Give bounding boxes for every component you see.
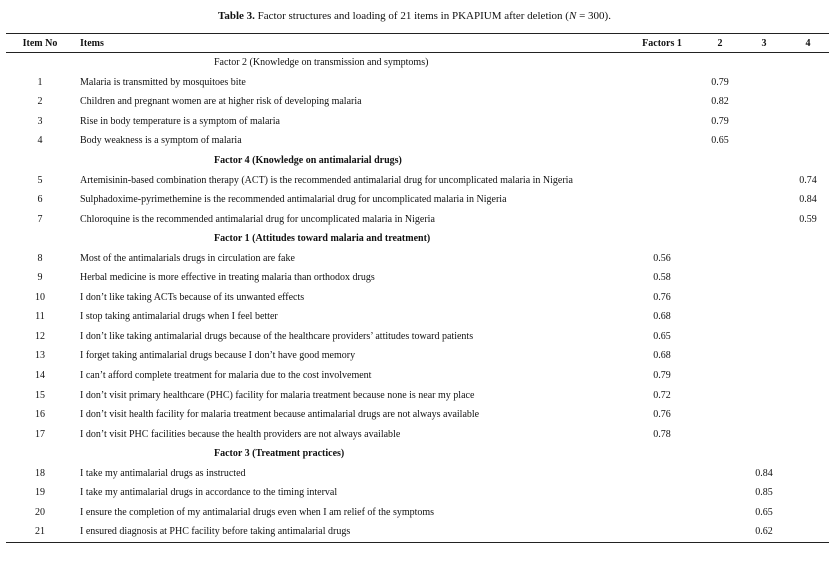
- factor-1-loading: [626, 483, 698, 503]
- table-row: [6, 424, 829, 444]
- factor-3-loading: [742, 209, 786, 229]
- section-row: [6, 151, 829, 171]
- section-row: [6, 53, 829, 73]
- item-number: 7: [37, 213, 43, 225]
- factor-3-loading: [742, 327, 786, 347]
- table-row: [6, 522, 829, 542]
- item-text: I can’t afford complete treatment for malaria due to the cost involvement: [80, 370, 372, 382]
- factor-3-loading: [742, 131, 786, 151]
- factor-1-loading: [626, 522, 698, 542]
- header-items: Items: [74, 34, 626, 53]
- factor-1-loading: [626, 190, 698, 210]
- item-text: I don’t visit primary healthcare (PHC) facility for malaria treatment because none is near my place: [80, 389, 475, 401]
- item-number: 13: [35, 350, 45, 362]
- factor-4-loading: [786, 327, 829, 347]
- factor-3-loading: [742, 92, 786, 112]
- factor-4-loading: [786, 405, 829, 425]
- table-row: [6, 112, 829, 132]
- factor-3-loading: 0.65: [755, 506, 773, 518]
- item-number: 15: [35, 389, 45, 401]
- factor-2-loading: [698, 307, 742, 327]
- factor-3-loading: [742, 73, 786, 93]
- item-number: 14: [35, 370, 45, 382]
- item-text: Artemisinin-based combination therapy (ACT) is the recommended antimalarial drug for uncomplicated malaria in Nigeria: [80, 174, 573, 186]
- factor-4-loading: 0.84: [799, 194, 817, 206]
- factor-4-loading: [786, 503, 829, 523]
- caption-text-before: Factor structures and loading of 21 items in PKAPIUM after deletion (: [254, 10, 569, 22]
- item-number: 17: [35, 428, 45, 440]
- table-row: [6, 483, 829, 503]
- table-row: [6, 248, 829, 268]
- item-text: Herbal medicine is more effective in treating malaria than orthodox drugs: [80, 272, 375, 284]
- factor-4-loading: [786, 112, 829, 132]
- factor-1-loading: [626, 503, 698, 523]
- item-text: Body weakness is a symptom of malaria: [80, 135, 242, 147]
- caption-text-after: = 300).: [576, 10, 611, 22]
- factor-3-loading: [742, 268, 786, 288]
- item-number: 11: [35, 311, 45, 323]
- section-row: [6, 229, 829, 249]
- item-number: 18: [35, 467, 45, 479]
- factor-4-loading: [786, 463, 829, 483]
- factor-2-loading: [698, 268, 742, 288]
- factor-3-loading: 0.62: [742, 522, 786, 542]
- factor-2-loading: 0.79: [711, 76, 729, 88]
- factor-2-loading: [698, 190, 742, 210]
- factor-4-loading: [786, 307, 829, 327]
- factor-4-loading: [786, 248, 829, 268]
- factor-2-loading: [698, 209, 742, 229]
- factor-1-loading: 0.56: [653, 252, 671, 264]
- table-row: [6, 209, 829, 229]
- factor-1-loading: [626, 92, 698, 112]
- item-number: 20: [35, 506, 45, 518]
- table-row: [6, 503, 829, 523]
- header-factor-4: 4: [786, 34, 829, 53]
- header-row: [6, 34, 829, 53]
- factor-1-loading: [626, 73, 698, 93]
- factor-2-loading: [698, 288, 742, 308]
- factor-4-loading: [786, 385, 829, 405]
- factor-1-loading: 0.58: [653, 272, 671, 284]
- factor-1-loading: 0.79: [653, 370, 671, 382]
- table-row: [6, 463, 829, 483]
- factor-4-loading: [786, 268, 829, 288]
- factor-3-loading: [742, 385, 786, 405]
- item-text: Children and pregnant women are at higher risk of developing malaria: [80, 96, 362, 108]
- factor-3-loading: [742, 190, 786, 210]
- factor-3-loading: [742, 346, 786, 366]
- factor-1-loading: [626, 131, 698, 151]
- factor-4-loading: [786, 522, 829, 542]
- factor-2-loading: 0.65: [711, 135, 729, 147]
- factor-3-loading: [742, 424, 786, 444]
- table-row: [6, 190, 829, 210]
- factor-2-loading: 0.79: [711, 115, 729, 127]
- factor-3-loading: 0.85: [755, 487, 773, 499]
- factor-2-loading: [698, 170, 742, 190]
- item-text: Most of the antimalarials drugs in circulation are fake: [80, 252, 295, 264]
- factor-1-loading: 0.65: [653, 330, 671, 342]
- table-row: [6, 73, 829, 93]
- factor-3-loading: [742, 112, 786, 132]
- factor-4-loading: [786, 346, 829, 366]
- factor-1-loading: [626, 463, 698, 483]
- item-text: I ensure the completion of my antimalarial drugs even when I am relief of the symptoms: [80, 506, 435, 518]
- factor-4-loading: [786, 288, 829, 308]
- factor-2-loading: [698, 424, 742, 444]
- table-row: [6, 131, 829, 151]
- item-number: 6: [37, 194, 43, 206]
- item-text: I don’t like taking ACTs because of its unwanted effects: [80, 291, 305, 303]
- table-body: [6, 53, 829, 543]
- item-text: I forget taking antimalarial drugs because I don’t have good memory: [80, 350, 356, 362]
- header-factor-1: Factors 1: [626, 34, 698, 53]
- factor-2-loading: [698, 366, 742, 386]
- factor-1-loading: 0.76: [653, 291, 671, 303]
- factor-2-loading: [698, 522, 742, 542]
- factor-2-loading: [698, 503, 742, 523]
- factor-1-loading: [626, 209, 698, 229]
- item-number: 3: [37, 115, 43, 127]
- item-number: 4: [37, 135, 43, 147]
- item-text: Malaria is transmitted by mosquitoes bite: [80, 76, 246, 88]
- section-title: Factor 4 (Knowledge on antimalarial drugs): [214, 155, 402, 166]
- item-number: 10: [35, 291, 45, 303]
- table-label: Table 3.: [218, 10, 255, 22]
- factor-2-loading: [698, 327, 742, 347]
- item-text: I don’t like taking antimalarial drugs because of the healthcare providers’ attitudes toward patients: [80, 330, 474, 342]
- table-row: [6, 307, 829, 327]
- item-number: 8: [37, 252, 43, 264]
- factor-1-loading: 0.68: [653, 311, 671, 323]
- table-row: [6, 268, 829, 288]
- factor-4-loading: [786, 366, 829, 386]
- item-text: I ensured diagnosis at PHC facility before taking antimalarial drugs: [74, 522, 626, 542]
- factor-4-loading: [786, 131, 829, 151]
- factor-1-loading: 0.76: [653, 409, 671, 421]
- header-factor-2: 2: [698, 34, 742, 53]
- factor-2-loading: [698, 463, 742, 483]
- factor-4-loading: [786, 424, 829, 444]
- factor-1-loading: 0.78: [653, 428, 671, 440]
- factor-2-loading: [698, 385, 742, 405]
- item-number: 12: [35, 330, 45, 342]
- factor-2-loading: 0.82: [711, 96, 729, 108]
- factor-3-loading: [742, 366, 786, 386]
- factor-3-loading: [742, 170, 786, 190]
- section-title: Factor 2 (Knowledge on transmission and symptoms): [214, 57, 429, 69]
- item-text: I take my antimalarial drugs as instructed: [80, 467, 246, 479]
- table-row: [6, 288, 829, 308]
- table-row: [6, 92, 829, 112]
- factor-loading-table: [6, 33, 829, 543]
- factor-4-loading: [786, 73, 829, 93]
- section-row: [6, 444, 829, 464]
- item-number: 2: [37, 96, 43, 108]
- item-text: Sulphadoxime-pyrimethemine is the recommended antimalarial drug for uncomplicated malaria in Nigeria: [80, 194, 507, 206]
- table-row: [6, 385, 829, 405]
- table-row: [6, 346, 829, 366]
- table-row: [6, 170, 829, 190]
- item-number: 21: [6, 522, 74, 542]
- factor-1-loading: [626, 170, 698, 190]
- item-text: Rise in body temperature is a symptom of malaria: [80, 115, 280, 127]
- item-number: 5: [37, 174, 43, 186]
- factor-2-loading: [698, 405, 742, 425]
- factor-1-loading: 0.68: [653, 350, 671, 362]
- header-factor-3: 3: [742, 34, 786, 53]
- item-number: 19: [35, 487, 45, 499]
- factor-3-loading: [742, 288, 786, 308]
- item-text: Chloroquine is the recommended antimalarial drug for uncomplicated malaria in Nigeria: [80, 213, 435, 225]
- factor-4-loading: 0.59: [799, 213, 817, 225]
- header-item-no: Item No: [6, 34, 74, 53]
- item-text: I take my antimalarial drugs in accordance to the timing interval: [80, 487, 338, 499]
- factor-3-loading: [742, 248, 786, 268]
- table-row: [6, 327, 829, 347]
- factor-3-loading: [742, 405, 786, 425]
- item-number: 1: [37, 76, 43, 88]
- item-text: I don’t visit PHC facilities because the health providers are not always available: [80, 428, 401, 440]
- caption-n-symbol: N: [568, 10, 577, 22]
- factor-2-loading: [698, 346, 742, 366]
- item-number: 9: [37, 272, 43, 284]
- item-number: 16: [35, 409, 45, 421]
- factor-4-loading: [786, 483, 829, 503]
- section-title: Factor 3 (Treatment practices): [214, 448, 345, 460]
- section-title: Factor 1 (Attitudes toward malaria and treatment): [214, 233, 431, 245]
- item-text: I stop taking antimalarial drugs when I feel better: [80, 311, 278, 323]
- item-text: I don’t visit health facility for malaria treatment because antimalarial drugs are not always available: [80, 409, 480, 421]
- factor-2-loading: [698, 248, 742, 268]
- factor-1-loading: [626, 112, 698, 132]
- factor-4-loading: 0.74: [799, 174, 817, 186]
- table-row: [6, 366, 829, 386]
- factor-4-loading: [786, 92, 829, 112]
- factor-1-loading: 0.72: [653, 389, 671, 401]
- factor-2-loading: [698, 483, 742, 503]
- factor-3-loading: 0.84: [755, 467, 773, 479]
- table-row: [6, 405, 829, 425]
- factor-3-loading: [742, 307, 786, 327]
- table-caption: [0, 10, 829, 22]
